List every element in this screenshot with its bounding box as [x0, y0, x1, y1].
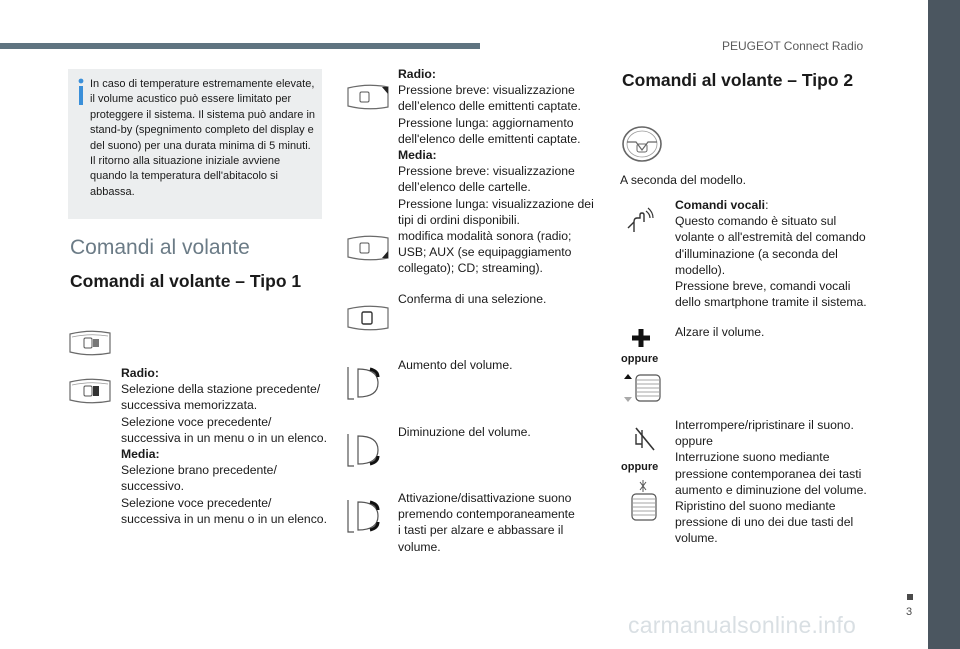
oppure-label-1: oppure — [621, 353, 659, 365]
stalk-select-button-icon — [344, 303, 392, 333]
confirm-selection-text: Conferma di una selezione. — [398, 292, 547, 306]
stalk-wheel-icon — [66, 376, 114, 406]
stalk-end-button-icon — [344, 82, 392, 112]
page-end-marker — [907, 594, 913, 600]
notice-text: In caso di temperature estremamente elevate, il volume acustico può essere limitato per proteggere il sistema. Il sistema può andare in stand-by (spegnimento completo del display e del suono) per una durata minima di 5 minuti. Il ritorno alla situazione iniziale avviene quando la temperatura dell'abitacolo si abbassa. — [90, 78, 316, 198]
volume-down-text: Diminuzione del volume. — [398, 425, 531, 439]
info-icon — [76, 78, 86, 106]
mute-toggle-text: Attivazione/disattivazione suono premendo contemporaneamente i tasti per alzare e abbassare il volume. — [398, 491, 575, 554]
volume-up-text-type2: Alzare il volume. — [675, 325, 765, 339]
watermark: carmanualsonline.info — [628, 612, 856, 638]
col2-radio-media-text: Radio: Pressione breve: visualizzazione dell’elenco delle emittenti captate. Pressione lunga: aggiornamento dell'elenco delle emittenti captate. Media: Pressione breve: visualizzazione dell’elenco delle cartelle. Pressione lunga: visualizzazione dei tipi di ordini disponibili. modifica modalità sonora (radio; USB; AUX (se equipaggiamento collegato); CD; streaming). — [398, 67, 594, 276]
header-title: PEUGEOT Connect Radio — [722, 39, 864, 53]
section-title: Comandi al volante — [70, 236, 250, 259]
type2-title: Comandi al volante – Tipo 2 — [622, 70, 854, 90]
page-number: 3 — [906, 606, 913, 618]
plus-icon — [631, 328, 651, 348]
voice-command-icon — [624, 206, 654, 234]
steering-stalk-icon — [66, 328, 114, 358]
notice-box — [68, 69, 322, 219]
page-edge-band — [928, 0, 960, 649]
stalk-mode-button-icon — [344, 233, 392, 263]
volume-up-control-icon — [344, 363, 382, 403]
mute-control-icon — [344, 496, 382, 536]
header-rule — [0, 43, 480, 49]
mute-text-type2: Interrompere/ripristinare il suono. oppure Interruzione suono mediante pressione contemporanea dei tasti aumento e diminuzione del volume. Ripristino del suono mediante pressione di uno dei due tasti del volume. — [675, 418, 867, 546]
oppure-label-2: oppure — [621, 461, 659, 473]
mute-icon — [634, 426, 656, 452]
volume-up-text: Aumento del volume. — [398, 358, 513, 372]
type1-radio-media-text: Radio: Selezione della stazione precedente/ successiva memorizzata. Selezione voce precedente/ successiva in un menu o in un elenco. Media: Selezione brano precedente/ successivo. Selezione voce precedente/ successiva in un menu o in un elenco. — [121, 366, 327, 526]
volume-up-wheel-icon — [620, 374, 664, 402]
voice-command-text: Comandi vocali: Questo comando è situato sul volante o all'estremità del comando d'illuminazione (a seconda del modello). Pressione breve, comandi vocali dello smartphone tramite il sistema. — [675, 198, 867, 310]
steering-wheel-icon — [620, 124, 664, 164]
mute-wheel-icon — [626, 478, 660, 522]
volume-down-control-icon — [344, 430, 382, 470]
model-note: A seconda del modello. — [620, 173, 747, 187]
type1-title: Comandi al volante – Tipo 1 — [70, 271, 302, 291]
